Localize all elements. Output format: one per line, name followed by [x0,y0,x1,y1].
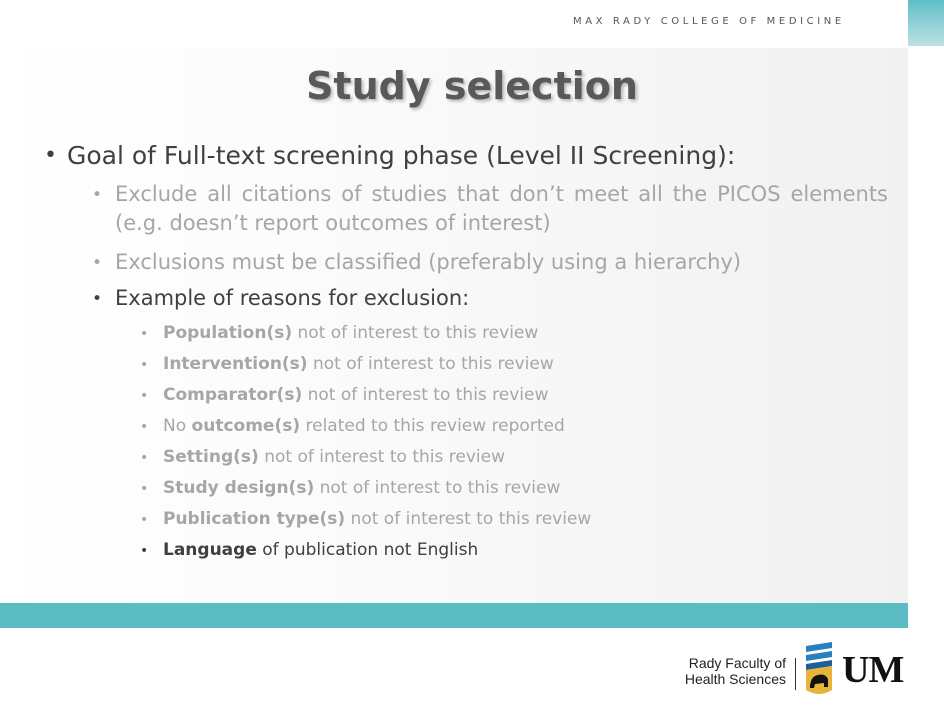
reason-text: of publication not English [256,540,479,560]
reason-text: not of interest to this review [314,478,561,498]
college-header: MAX RADY COLLEGE OF MEDICINE [573,16,845,27]
bullet-dot-icon: • [140,543,149,559]
reason-keyword: Study design(s) [163,478,315,498]
bullet-dot-icon: • [140,512,149,528]
reason-text: not of interest to this review [307,354,554,374]
corner-accent [908,0,944,46]
faculty-line-2: Health Sciences [684,671,786,687]
bullet-dot-icon: • [92,185,103,205]
bison-crest-icon [803,640,835,698]
bullet-classified-text: Exclusions must be classified (preferably using a hierarchy) [115,250,742,274]
reason-keyword: Population(s) [163,323,293,343]
reason-text: not of interest to this review [292,323,539,343]
bullet-dot-icon: • [44,143,57,168]
bullet-dot-icon: • [140,388,149,404]
bullet-dot-icon: • [92,289,103,309]
reason-text: related to this review reported [300,416,565,436]
reason-keyword: outcome(s) [191,416,301,436]
um-logo-text: UM [842,649,904,691]
reason-prefix: No [163,416,192,436]
reason-keyword: Intervention(s) [163,354,308,374]
faculty-line-1: Rady Faculty of [688,655,786,671]
bullet-dot-icon: • [140,419,149,435]
bullet-dot-icon: • [140,481,149,497]
reason-keyword: Publication type(s) [163,509,346,529]
accent-band [0,603,908,628]
bullet-dot-icon: • [140,357,149,373]
bullet-goal-text: Goal of Full-text screening phase (Level II Screening): [67,141,736,170]
reason-text: not of interest to this review [302,385,549,405]
slide-title: Study selection [306,64,638,108]
bullet-dot-icon: • [140,326,149,342]
reason-text: not of interest to this review [345,509,592,529]
bullet-exclude-text: Exclude all citations of studies that don’t meet all the PICOS elements (e.g. doesn’t report outcomes of interest) [115,182,888,235]
footer-divider [795,658,796,690]
bullet-example-text: Example of reasons for exclusion: [115,286,470,310]
faculty-name [670,655,786,687]
bullet-dot-icon: • [92,253,103,273]
reason-keyword: Comparator(s) [163,385,303,405]
reason-keyword: Language [163,540,257,560]
bullet-dot-icon: • [140,450,149,466]
reason-text: not of interest to this review [258,447,505,467]
reason-keyword: Setting(s) [163,447,259,467]
